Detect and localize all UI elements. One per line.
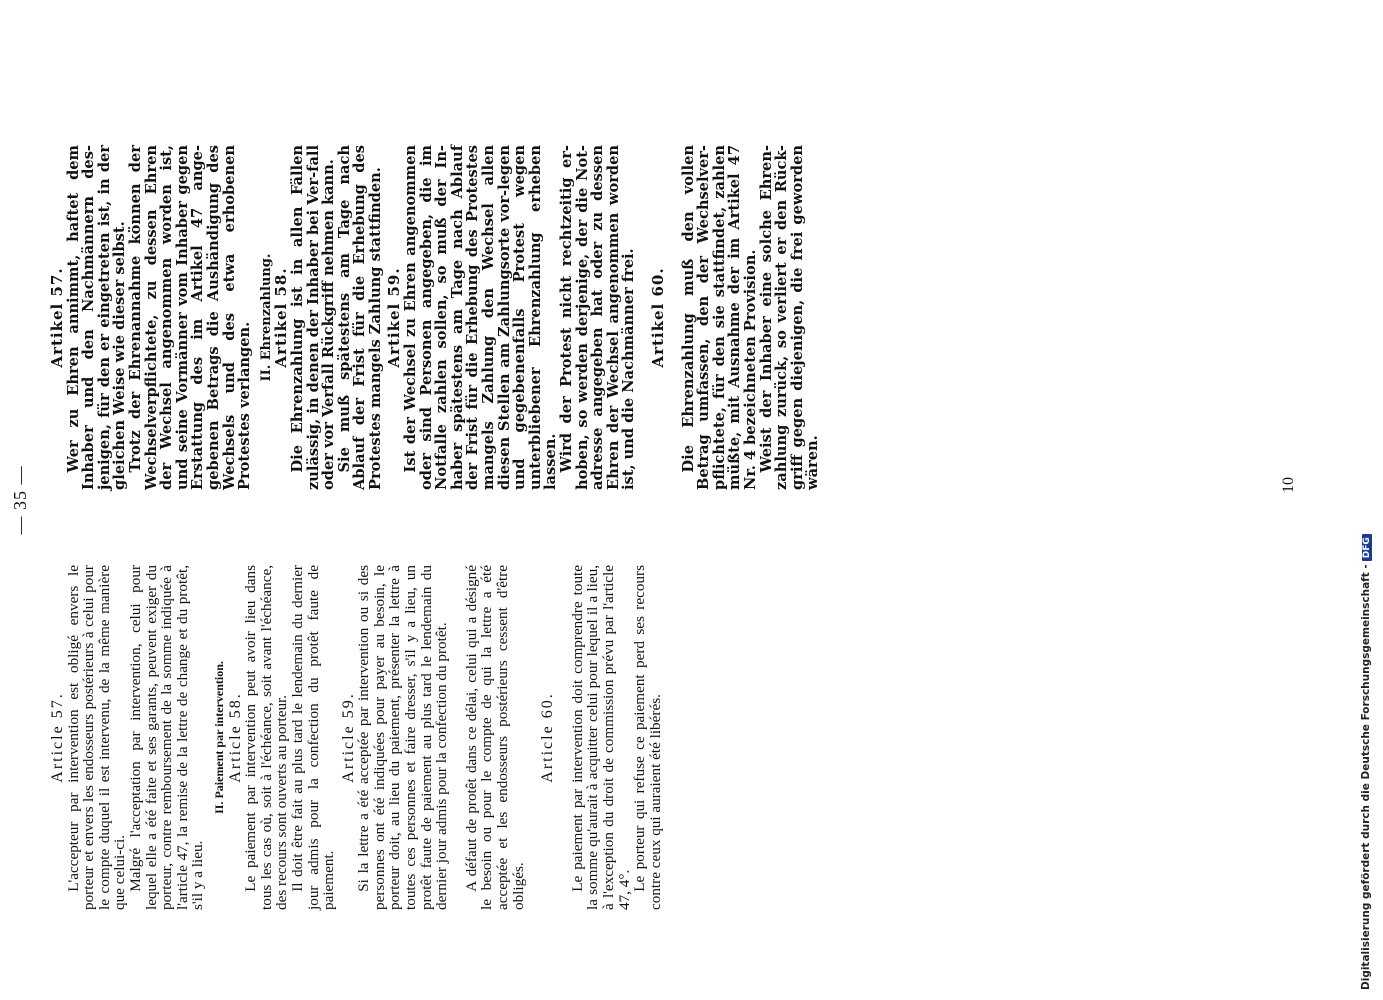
german-article-59-para-1: Ist der Wechsel zu Ehren angenommen oder sind Personen angegeben, die im Notfalle zahlen sollen, so muß der In-haber spätestens am Tage nach Ablauf der Frist für die Erhebung des Protestes mangels Zahlung den Wechsel allen diesen Stellen am Zahlungsorte vor-legen und gegebenenfalls Protest wegen unterbliebener Ehrenzahlung erheben lassen. bbox=[402, 145, 560, 490]
german-article-59-heading: Artikel 59. bbox=[385, 267, 404, 368]
french-article-58-para-2: Il doit être fait au plus tard le lendemain du dernier jour admis pour la confection du protêt faute de paiement. bbox=[288, 565, 338, 910]
spacer bbox=[667, 145, 681, 490]
french-article-57-para-1: L'accepteur par intervention est obligé envers le porteur et envers les endosseurs postérieurs à celui pour le compte duquel il est intervenu, de la même manière que celui-ci. bbox=[64, 565, 129, 910]
spacer bbox=[450, 565, 464, 910]
dfg-logo: DFG bbox=[1362, 534, 1372, 561]
french-article-59-para-2: A défaut de protêt dans ce délai, celui qui a désigné le besoin ou pour le compte de qui la lettre a été acceptée et les endosseurs postérieurs cessent d'être obligés. bbox=[462, 565, 527, 910]
french-article-60-heading: Article 60. bbox=[539, 692, 557, 783]
french-article-60-para-1: Le paiement par intervention doit comprendre toute la somme qu'aurait à acquitter celui pour lequel il a lieu, à l'exception du droit de commission prévu par l'article 47, 4°. bbox=[568, 565, 633, 910]
french-article-57-para-2: Malgré l'acceptation par intervention, celui pour lequel elle a été faite et ses garants, peuvent exiger du porteur, contre remboursement de la somme indiquée à l'article 47, la remise de la lettre de change et du protêt, s'il y a lieu. bbox=[126, 565, 207, 910]
digitization-credit bbox=[1360, 0, 1372, 990]
german-column bbox=[50, 145, 821, 490]
french-column bbox=[50, 565, 663, 910]
french-article-60-para-2: Le porteur qui refuse ce paiement perd ses recours contre ceux qui auraient été libérés. bbox=[631, 565, 664, 910]
french-article-57-heading: Article 57. bbox=[49, 692, 66, 783]
german-article-57-heading: Artikel 57. bbox=[48, 267, 66, 368]
french-article-59-para-1: Si la lettre a été acceptée par intervention ou si des personnes ont été indiquées pour payer au besoin, le porteur doit, au lieu du paiement, présenter la lettre à toutes ces personnes et faire dresser, s'il y a lieu, un protêt faute de paiement au plus tard le lendemain du dernier jour admis pour la confection du protêt. bbox=[355, 565, 451, 910]
german-article-60-heading: Artikel 60. bbox=[648, 267, 667, 368]
german-article-58-para-1: Die Ehrenzahlung ist in allen Fällen zulässig, in denen der Inhaber bei Ver-fall oder vor Verfall Rückgriff nehmen kann. bbox=[288, 145, 338, 490]
german-article-58-heading: Artikel 58. bbox=[272, 267, 291, 368]
german-article-60-para-1: Die Ehrenzahlung muß den vollen Betrag umfassen, den der Wechselver-pflichtete, für den sie stattfindet, zahlen müßte, mit Ausnahme der im Artikel 47 Nr. 4 bezeichneten Provision. bbox=[679, 145, 759, 490]
french-article-58-heading: Article 58. bbox=[226, 692, 244, 783]
german-article-60-para-2: Weist der Inhaber eine solche Ehren-zahlung zurück, so verliert er den Rück-griff gegen diejenigen, die frei geworden wären. bbox=[757, 145, 822, 490]
page-number: — 35 — bbox=[10, 465, 30, 535]
german-article-57-para-1: Wer zu Ehren annimmt, haftet dem Inhaber und den Nachmännern des-jenigen, für den er eingetreten ist, in der gleichen Weise wie dieser selbst. bbox=[64, 145, 129, 490]
german-article-58-para-2: Sie muß spätestens am Tage nach Ablauf der Frist für die Erhebung des Protestes mangels Zahlung stattfinden. bbox=[335, 145, 384, 490]
spacer bbox=[526, 565, 540, 910]
german-section-heading: II. Ehrenzahlung. bbox=[258, 253, 274, 382]
german-article-59-para-2: Wird der Protest nicht rechtzeitig er-hoben, so werden derjenige, der die Not-adresse angegeben hat oder zu dessen Ehren der Wechsel angenommen worden ist, und die Nachmänner frei. bbox=[558, 145, 638, 490]
french-article-59-heading: Article 59. bbox=[339, 692, 357, 783]
french-article-58-para-1: Le paiement par intervention peut avoir lieu dans tous les cas où, soit à l'échéance, soit avant l'échéance, des recours sont ouverts au porteur. bbox=[242, 565, 291, 910]
sheet-number: 10 bbox=[1280, 477, 1297, 493]
credit-text: Digitalisierung gefördert durch die Deutsche Forschungsgemeinschaft - bbox=[1360, 564, 1372, 990]
german-article-57-para-2: Trotz der Ehrenannahme können der Wechselverpflichtete, zu dessen Ehren der Wechsel angenommen worden ist, und seine Vormänner vom Inhaber gegen Erstattung des im Artikel 47 ange-gebenen Betrags die Aushändigung des Wechsels und des etwa erhobenen Protestes verlangen. bbox=[126, 145, 254, 490]
french-section-heading: II. Paiement par intervention. bbox=[211, 661, 226, 814]
spacer bbox=[556, 565, 570, 910]
